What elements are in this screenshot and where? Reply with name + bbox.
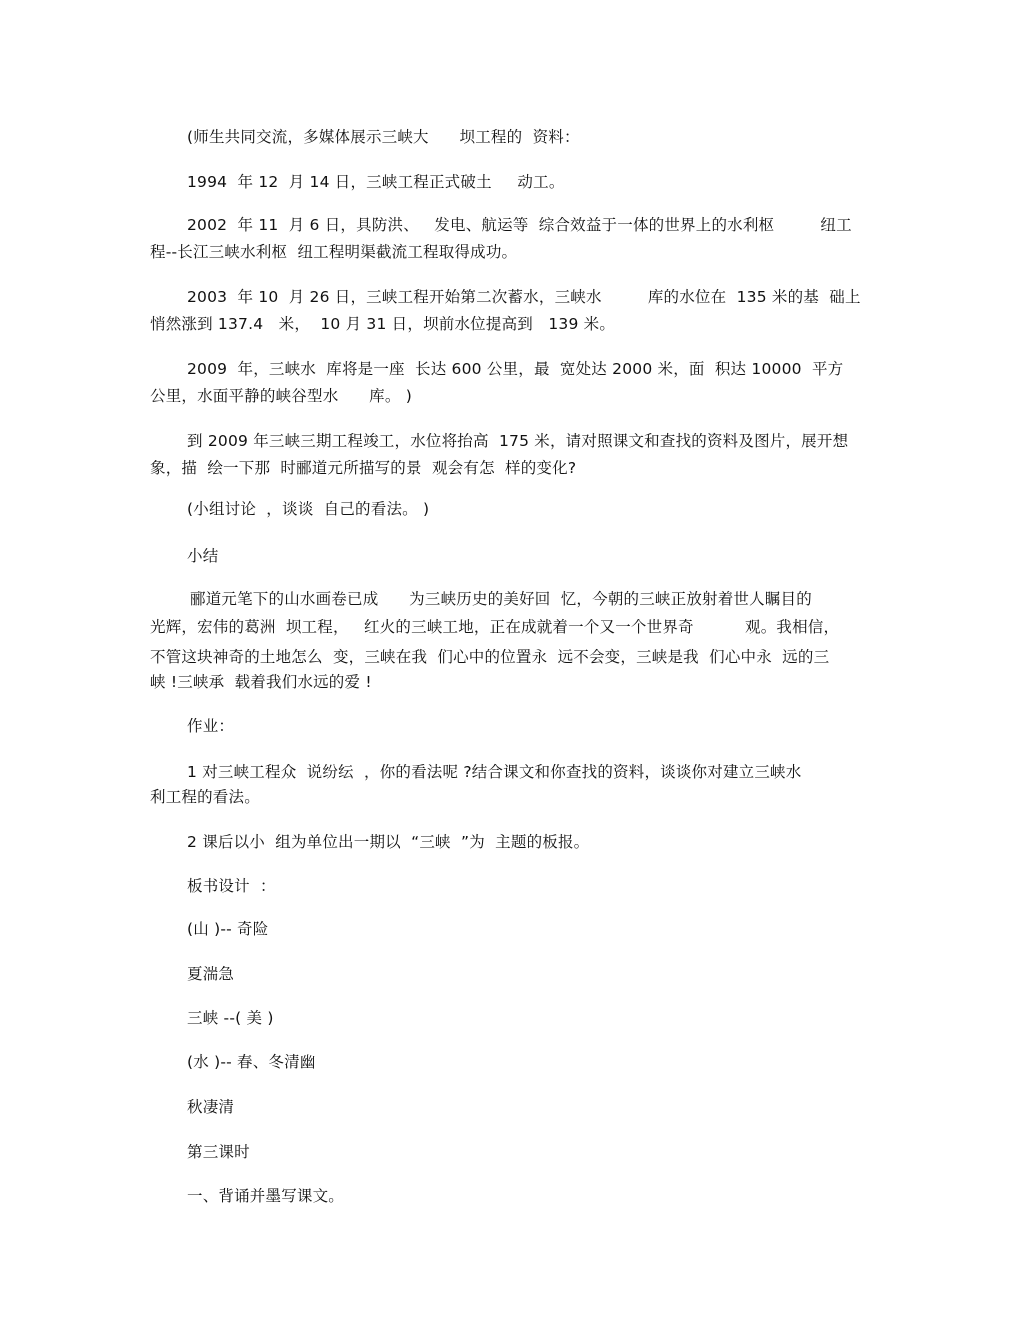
text-line: 1994 年 12 月 14 日，三峡工程正式破土 动工。 bbox=[187, 173, 565, 191]
text-line: 三峡 --( 美 ) bbox=[187, 1009, 274, 1027]
text-line: 光辉，宏伟的葛洲 坝工程， 红火的三峡工地，正在成就着一个又一个世界奇 观。我相信， bbox=[150, 618, 840, 636]
section-heading: 板书设计 ： bbox=[187, 877, 276, 895]
text-line: 2 课后以小 组为单位出一期以 “三峡 ”为 主题的板报。 bbox=[187, 833, 590, 851]
text-line: (水 )-- 春、冬清幽 bbox=[187, 1053, 316, 1071]
text-line: 2009 年，三峡水 库将是一座 长达 600 公里，最 宽处达 2000 米，面 积达 10000 平方 bbox=[187, 360, 844, 378]
section-heading: 第三课时 bbox=[187, 1143, 250, 1161]
text-line: 2002 年 11 月 6 日，具防洪、 发电、航运等 综合效益于一体的世界上的水利枢 纽工 bbox=[187, 216, 852, 234]
text-line: 不管这块神奇的土地怎么 变，三峡在我 们心中的位置永 远不会变，三峡是我 们心中永 远的三 bbox=[150, 648, 830, 666]
text-line: (师生共同交流，多媒体展示三峡大 坝工程的 资料： bbox=[187, 128, 580, 146]
text-line: 公里，水面平静的峡谷型水 库。 ) bbox=[150, 387, 412, 405]
text-line: 秋凄清 bbox=[187, 1098, 235, 1116]
text-line: 1 对三峡工程众 说纷纭 ，你的看法呢 ?结合课文和你查找的资料，谈谈你对建立三峡水 bbox=[187, 763, 802, 781]
text-line: 一、背诵并墨写课文。 bbox=[187, 1187, 345, 1205]
text-line: 郦道元笔下的山水画卷已成 为三峡历史的美好回 忆，今朝的三峡正放射着世人瞩目的 bbox=[190, 590, 812, 608]
section-heading: 作业： bbox=[187, 717, 235, 735]
text-line: 夏湍急 bbox=[187, 965, 235, 983]
text-line: (山 )-- 奇险 bbox=[187, 920, 269, 938]
section-heading: 小结 bbox=[187, 547, 219, 565]
text-line: 程--长江三峡水利枢 纽工程明渠截流工程取得成功。 bbox=[150, 243, 518, 261]
text-line: 峡 !三峡承 载着我们水远的爱 ! bbox=[150, 673, 372, 691]
text-line: 到 2009 年三峡三期工程竣工，水位将抬高 175 米，请对照课文和查找的资料及图片，展开想 bbox=[187, 432, 849, 450]
text-line: (小组讨论 ，谈谈 自己的看法。 ) bbox=[187, 500, 430, 518]
text-line: 象，描 绘一下那 时郦道元所描写的景 观会有怎 样的变化? bbox=[150, 459, 577, 477]
text-line: 悄然涨到 137.4 米， 10 月 31 日，坝前水位提高到 139 米。 bbox=[150, 315, 616, 333]
text-line: 2003 年 10 月 26 日，三峡工程开始第二次蓄水，三峡水 库的水位在 135 米的基 础上 bbox=[187, 288, 861, 306]
text-line: 利工程的看法。 bbox=[150, 788, 260, 806]
